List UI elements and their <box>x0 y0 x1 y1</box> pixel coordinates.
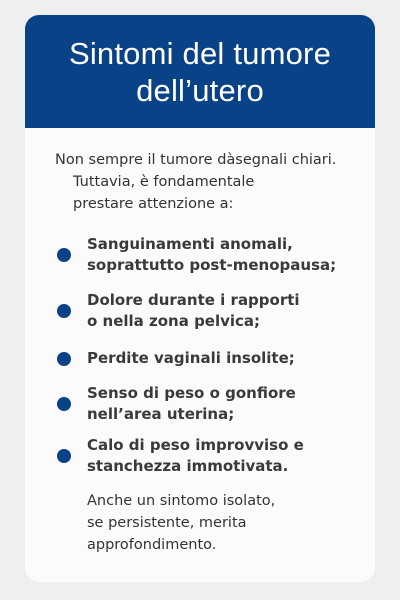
symptom-line-1: Senso di peso o gonfiore <box>87 384 296 402</box>
symptom-line-2: nell’area uterina; <box>87 405 235 423</box>
symptom-line-1: Calo di peso improvviso e <box>87 436 304 454</box>
bullet-dot-icon <box>57 352 71 366</box>
intro-line-3: prestare attenzione a: <box>73 196 234 212</box>
title-line-2: dell’utero <box>136 72 264 108</box>
outro-line-2: se persistente, merita <box>87 515 247 531</box>
outro-line-1: Anche un sintomo isolato, <box>87 493 276 509</box>
intro-line-1: Non sempre il tumore dàsegnali chiari. <box>55 152 337 168</box>
title-line-1: Sintomi del tumore <box>68 35 332 71</box>
closing-paragraph <box>87 490 357 556</box>
symptom-text <box>87 435 304 477</box>
symptom-text <box>87 348 295 369</box>
intro-paragraph <box>55 149 375 215</box>
symptom-line-2: soprattutto post-menopausa; <box>87 256 337 274</box>
bullet-dot-icon <box>57 397 71 411</box>
bullet-dot-icon <box>57 248 71 262</box>
symptom-line-2: stanchezza immotivata. <box>87 457 289 475</box>
list-item <box>57 234 357 276</box>
symptom-text <box>87 290 300 332</box>
info-card <box>25 15 375 582</box>
card-header <box>25 15 375 128</box>
bullet-dot-icon <box>57 304 71 318</box>
intro-line-2: Tuttavia, è fondamentale <box>73 174 255 190</box>
symptom-line-2: o nella zona pelvica; <box>87 312 261 330</box>
symptom-line-1: Sanguinamenti anomali, <box>87 235 293 253</box>
symptom-text <box>87 383 296 425</box>
symptom-line-1: Dolore durante i rapporti <box>87 291 300 309</box>
bullet-dot-icon <box>57 449 71 463</box>
list-item <box>57 290 357 332</box>
outro-line-3: approfondimento. <box>87 537 217 553</box>
list-item <box>57 435 357 477</box>
symptom-text <box>87 234 336 276</box>
symptom-line-1: Perdite vaginali insolite; <box>87 349 295 367</box>
page-title <box>69 35 331 109</box>
list-item <box>57 383 357 425</box>
list-item <box>57 348 357 369</box>
